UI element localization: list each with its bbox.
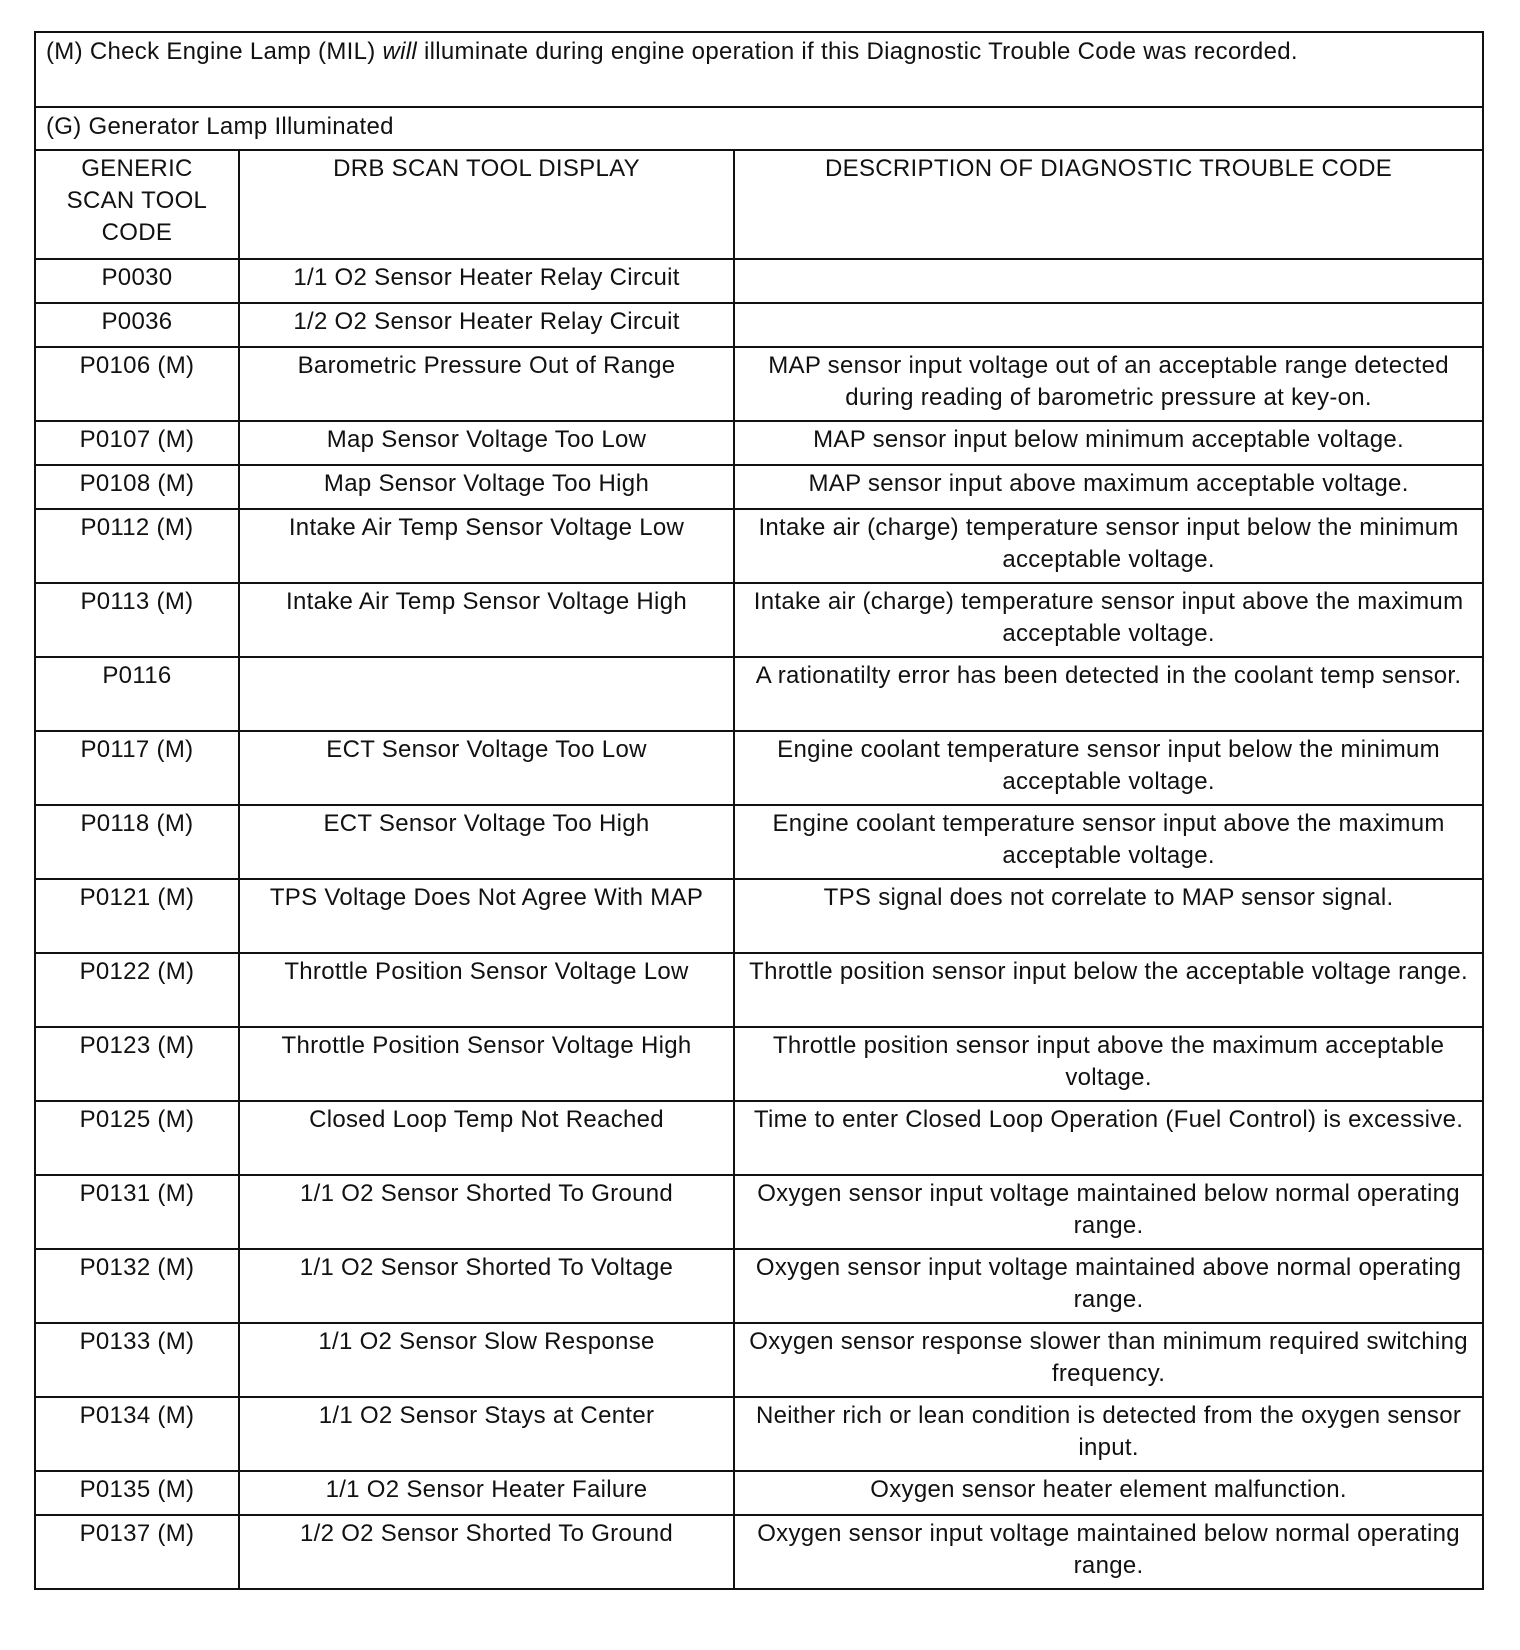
code-cell: P0134 (M) <box>35 1397 239 1471</box>
description-cell: Time to enter Closed Loop Operation (Fuel Control) is excessive. <box>734 1101 1483 1175</box>
code-cell: P0106 (M) <box>35 347 239 421</box>
code-cell: P0036 <box>35 303 239 347</box>
code-cell: P0122 (M) <box>35 953 239 1027</box>
display-cell: ECT Sensor Voltage Too High <box>239 805 734 879</box>
code-cell: P0137 (M) <box>35 1515 239 1589</box>
table-row <box>35 953 1483 1027</box>
header-code: GENERIC SCAN TOOL CODE <box>35 150 239 259</box>
table-row <box>35 509 1483 583</box>
description-cell: Intake air (charge) temperature sensor input below the minimum acceptable voltage. <box>734 509 1483 583</box>
note-row-mil <box>35 32 1483 107</box>
description-cell: Oxygen sensor heater element malfunction. <box>734 1471 1483 1515</box>
description-cell: MAP sensor input voltage out of an acceptable range detected during reading of barometric pressure at key-on. <box>734 347 1483 421</box>
display-cell: Barometric Pressure Out of Range <box>239 347 734 421</box>
code-cell: P0125 (M) <box>35 1101 239 1175</box>
code-cell: P0133 (M) <box>35 1323 239 1397</box>
table-row <box>35 1471 1483 1515</box>
code-cell: P0135 (M) <box>35 1471 239 1515</box>
display-cell: Throttle Position Sensor Voltage High <box>239 1027 734 1101</box>
description-cell: Neither rich or lean condition is detected from the oxygen sensor input. <box>734 1397 1483 1471</box>
table-row <box>35 1027 1483 1101</box>
display-cell: Map Sensor Voltage Too High <box>239 465 734 509</box>
description-cell: Oxygen sensor input voltage maintained below normal operating range. <box>734 1515 1483 1589</box>
table-row <box>35 805 1483 879</box>
display-cell: Map Sensor Voltage Too Low <box>239 421 734 465</box>
description-cell: Throttle position sensor input below the acceptable voltage range. <box>734 953 1483 1027</box>
description-cell: Oxygen sensor input voltage maintained above normal operating range. <box>734 1249 1483 1323</box>
code-cell: P0116 <box>35 657 239 731</box>
table-row <box>35 303 1483 347</box>
display-cell: 1/1 O2 Sensor Shorted To Voltage <box>239 1249 734 1323</box>
table-row <box>35 1249 1483 1323</box>
display-cell: 1/1 O2 Sensor Shorted To Ground <box>239 1175 734 1249</box>
header-description: DESCRIPTION OF DIAGNOSTIC TROUBLE CODE <box>734 150 1483 259</box>
code-cell: P0107 (M) <box>35 421 239 465</box>
header-row <box>35 150 1483 259</box>
description-cell: MAP sensor input below minimum acceptable voltage. <box>734 421 1483 465</box>
table-row <box>35 1175 1483 1249</box>
display-cell: 1/1 O2 Sensor Stays at Center <box>239 1397 734 1471</box>
description-cell <box>734 303 1483 347</box>
table-row <box>35 1323 1483 1397</box>
description-cell <box>734 259 1483 303</box>
code-cell: P0030 <box>35 259 239 303</box>
display-cell: 1/1 O2 Sensor Slow Response <box>239 1323 734 1397</box>
dtc-table <box>34 31 1484 1590</box>
display-cell: 1/1 O2 Sensor Heater Relay Circuit <box>239 259 734 303</box>
description-cell: Engine coolant temperature sensor input above the maximum acceptable voltage. <box>734 805 1483 879</box>
description-cell: A rationatilty error has been detected in the coolant temp sensor. <box>734 657 1483 731</box>
table-row <box>35 1515 1483 1589</box>
display-cell: Intake Air Temp Sensor Voltage Low <box>239 509 734 583</box>
table-row <box>35 347 1483 421</box>
table-row <box>35 421 1483 465</box>
code-cell: P0131 (M) <box>35 1175 239 1249</box>
code-cell: P0123 (M) <box>35 1027 239 1101</box>
table-row <box>35 583 1483 657</box>
code-cell: P0118 (M) <box>35 805 239 879</box>
code-cell: P0117 (M) <box>35 731 239 805</box>
description-cell: Intake air (charge) temperature sensor input above the maximum acceptable voltage. <box>734 583 1483 657</box>
note-mil-text-end: illuminate during engine operation if this Diagnostic Trouble Code was recorded. <box>417 38 1298 65</box>
table-row <box>35 259 1483 303</box>
table-row <box>35 465 1483 509</box>
note-mil-text: (M) Check Engine Lamp (MIL) <box>46 38 383 65</box>
description-cell: TPS signal does not correlate to MAP sensor signal. <box>734 879 1483 953</box>
display-cell: Throttle Position Sensor Voltage Low <box>239 953 734 1027</box>
table-row <box>35 1101 1483 1175</box>
table-row <box>35 879 1483 953</box>
display-cell: ECT Sensor Voltage Too Low <box>239 731 734 805</box>
display-cell: 1/1 O2 Sensor Heater Failure <box>239 1471 734 1515</box>
table-row <box>35 1397 1483 1471</box>
description-cell: Oxygen sensor input voltage maintained below normal operating range. <box>734 1175 1483 1249</box>
note-mil <box>35 32 1483 107</box>
description-cell: MAP sensor input above maximum acceptable voltage. <box>734 465 1483 509</box>
table-row <box>35 657 1483 731</box>
table-row <box>35 731 1483 805</box>
display-cell: Intake Air Temp Sensor Voltage High <box>239 583 734 657</box>
header-display: DRB SCAN TOOL DISPLAY <box>239 150 734 259</box>
note-generator: (G) Generator Lamp Illuminated <box>35 107 1483 150</box>
description-cell: Engine coolant temperature sensor input below the minimum acceptable voltage. <box>734 731 1483 805</box>
code-cell: P0132 (M) <box>35 1249 239 1323</box>
display-cell: TPS Voltage Does Not Agree With MAP <box>239 879 734 953</box>
code-cell: P0108 (M) <box>35 465 239 509</box>
display-cell: 1/2 O2 Sensor Heater Relay Circuit <box>239 303 734 347</box>
display-cell: Closed Loop Temp Not Reached <box>239 1101 734 1175</box>
display-cell: 1/2 O2 Sensor Shorted To Ground <box>239 1515 734 1589</box>
description-cell: Throttle position sensor input above the maximum acceptable voltage. <box>734 1027 1483 1101</box>
code-cell: P0113 (M) <box>35 583 239 657</box>
note-mil-emphasis: will <box>382 38 418 65</box>
description-cell: Oxygen sensor response slower than minimum required switching frequency. <box>734 1323 1483 1397</box>
code-cell: P0112 (M) <box>35 509 239 583</box>
note-row-generator <box>35 107 1483 150</box>
code-cell: P0121 (M) <box>35 879 239 953</box>
display-cell <box>239 657 734 731</box>
